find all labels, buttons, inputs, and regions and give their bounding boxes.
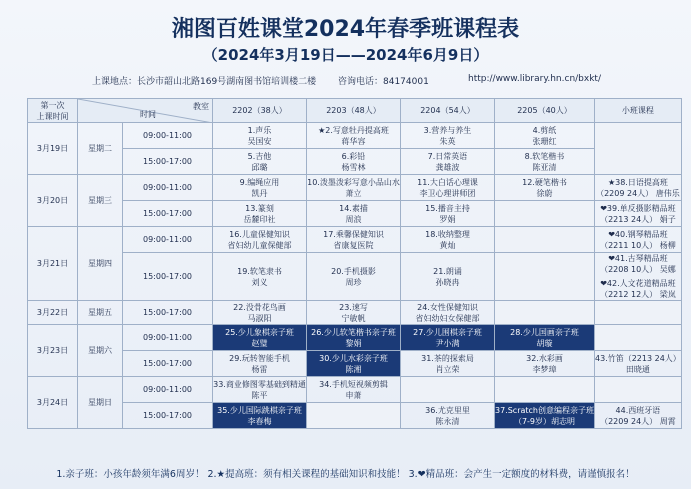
course-cell: 1.声乐 吴国安 [213, 123, 307, 149]
parent-child-course-cell: 28.少儿国画亲子班 胡璇 [495, 325, 595, 351]
time-cell: 15:00-17:00 [123, 253, 213, 301]
course-cell: 19.软笔隶书 刘义 [213, 253, 307, 301]
time-cell: 09:00-11:00 [123, 227, 213, 253]
small-class-cell: 44.西班牙语 （2209 24人） 周霄 [595, 403, 682, 429]
schedule-table [27, 98, 682, 429]
course-cell: 22.没骨花鸟画 马淑阳 [213, 301, 307, 325]
course-cell: 5.吉他 邱璐 [213, 149, 307, 175]
parent-child-course-cell: 37.Scratch创意编程亲子班 （7-9岁）胡志明 [495, 403, 595, 429]
empty-cell [495, 301, 595, 325]
weekday-cell: 星期日 [78, 377, 123, 429]
small-class-cell: ❤39.单反摄影精品班 （2213 24人） 娟子 [595, 201, 682, 227]
time-cell: 15:00-17:00 [123, 149, 213, 175]
course-cell: 16.儿童保健知识 省妇幼儿童保健部 [213, 227, 307, 253]
date-range: （2024年3月19日——2024年6月9日） [202, 46, 489, 64]
empty-cell [307, 403, 401, 429]
page-title: 湘图百姓课堂2024年春季班课程表 [171, 17, 520, 42]
empty-cell [401, 377, 495, 403]
weekday-cell: 星期五 [78, 301, 123, 325]
time-cell: 09:00-11:00 [123, 325, 213, 351]
course-cell: 9.编绳应用 凯丹 [213, 175, 307, 201]
small-class-cell: ★38.日语提高班 （2209 24人） 唐伟乐 [595, 175, 682, 201]
course-cell: 11.大白话心理课 李卫心理讲师团 [401, 175, 495, 201]
parent-child-course-cell: 27.少儿围棋亲子班 尹小满 [401, 325, 495, 351]
course-cell: 31.茶的探索局 肖立荣 [401, 351, 495, 377]
course-cell: 3.营养与养生 朱英 [401, 123, 495, 149]
phone-text: 咨询电话：84174001 [338, 77, 429, 87]
parent-child-course-cell: 26.少儿软笔楷书亲子班 黎娟 [307, 325, 401, 351]
footer-notes: 1.亲子班：小孩年龄须年满6周岁！ 2.★提高班：须有相关课程的基础知识和技能！ 3.❤精品班：会产生一定额度的材料费，请谨慎报名！ [56, 469, 635, 480]
time-cell: 09:00-11:00 [123, 175, 213, 201]
empty-cell [495, 201, 595, 227]
time-cell: 15:00-17:00 [123, 403, 213, 429]
small-class-cell: 43.竹笛（2213 24人） 田晓通 [595, 351, 682, 377]
time-cell: 09:00-11:00 [123, 123, 213, 149]
header-small-class: 小班课程 [595, 99, 682, 123]
empty-cell [595, 123, 682, 175]
empty-cell [595, 301, 682, 325]
small-class-cell: ❤40.钢琴精品班 （2211 10人） 杨柳 [595, 227, 682, 253]
header-room-2205: 2205（40人） [495, 99, 595, 123]
course-cell: 21.朗诵 孙晓冉 [401, 253, 495, 301]
course-cell: 14.素描 周浪 [307, 201, 401, 227]
header-room-2202: 2202（38人） [213, 99, 307, 123]
course-cell: 20.手机摄影 周珍 [307, 253, 401, 301]
course-cell: 4.剪纸 张珊红 [495, 123, 595, 149]
parent-child-course-cell: 25.少儿象棋亲子班 赵璧 [213, 325, 307, 351]
date-cell: 3月24日 [28, 377, 78, 429]
course-cell: 23.速写 宁敏帆 [307, 301, 401, 325]
course-cell: 32.水彩画 李梦璋 [495, 351, 595, 377]
empty-cell [495, 253, 595, 301]
course-cell: 34.手机短视频剪辑 申萧 [307, 377, 401, 403]
course-cell: 6.彩铅 杨雪林 [307, 149, 401, 175]
course-cell: 7.日常英语 龚雄波 [401, 149, 495, 175]
website-link[interactable]: http://www.library.hn.cn/bxkt/ [468, 74, 601, 84]
time-cell: 15:00-17:00 [123, 301, 213, 325]
course-cell: ★2.写意牡丹提高班 蒋华容 [307, 123, 401, 149]
date-cell: 3月19日 [28, 123, 78, 175]
header-room-2203: 2203（48人） [307, 99, 401, 123]
header-corner: 教室 时间 [78, 99, 213, 123]
header-room-2204: 2204（54人） [401, 99, 495, 123]
course-cell: 12.硬笔楷书 徐蔚 [495, 175, 595, 201]
date-cell: 3月20日 [28, 175, 78, 227]
course-cell: 29.玩转智能手机 杨雷 [213, 351, 307, 377]
header-first-class: 第一次 上课时间 [28, 99, 78, 123]
weekday-cell: 星期二 [78, 123, 123, 175]
time-cell: 09:00-11:00 [123, 377, 213, 403]
empty-cell [495, 227, 595, 253]
date-cell: 3月23日 [28, 325, 78, 377]
date-cell: 3月21日 [28, 227, 78, 301]
weekday-cell: 星期四 [78, 227, 123, 301]
course-cell: 8.软笔楷书 陈亚清 [495, 149, 595, 175]
course-cell: 15.播音主持 罗娟 [401, 201, 495, 227]
time-cell: 15:00-17:00 [123, 201, 213, 227]
weekday-cell: 星期三 [78, 175, 123, 227]
time-cell: 15:00-17:00 [123, 351, 213, 377]
small-class-cell: ❤41.古琴精品班 （2208 10人） 吴娜 ❤42.人文花道精品班 （2212 12人） 梁岚 [595, 253, 682, 301]
empty-cell [595, 325, 682, 351]
empty-cell [495, 377, 595, 403]
address-text: 上课地点：长沙市韶山北路169号湖南图书馆培训楼二楼 [92, 77, 317, 87]
parent-child-course-cell: 30.少儿水彩亲子班 陈湘 [307, 351, 401, 377]
course-cell: 33.商业修图零基础到精通 陈平 [213, 377, 307, 403]
course-cell: 18.收纳整理 黄灿 [401, 227, 495, 253]
course-cell: 24.女性保健知识 省妇幼妇女保健部 [401, 301, 495, 325]
parent-child-course-cell: 35.少儿国际跳棋亲子班 李春梅 [213, 403, 307, 429]
course-cell: 17.乘馨保健知识 省康复医院 [307, 227, 401, 253]
weekday-cell: 星期六 [78, 325, 123, 377]
course-cell: 13.篆刻 岳麓印社 [213, 201, 307, 227]
course-cell: 36.尤克里里 陈永清 [401, 403, 495, 429]
date-cell: 3月22日 [28, 301, 78, 325]
empty-cell [595, 377, 682, 403]
course-cell: 10.泼墨泼彩写意小品山水 萧立 [307, 175, 401, 201]
